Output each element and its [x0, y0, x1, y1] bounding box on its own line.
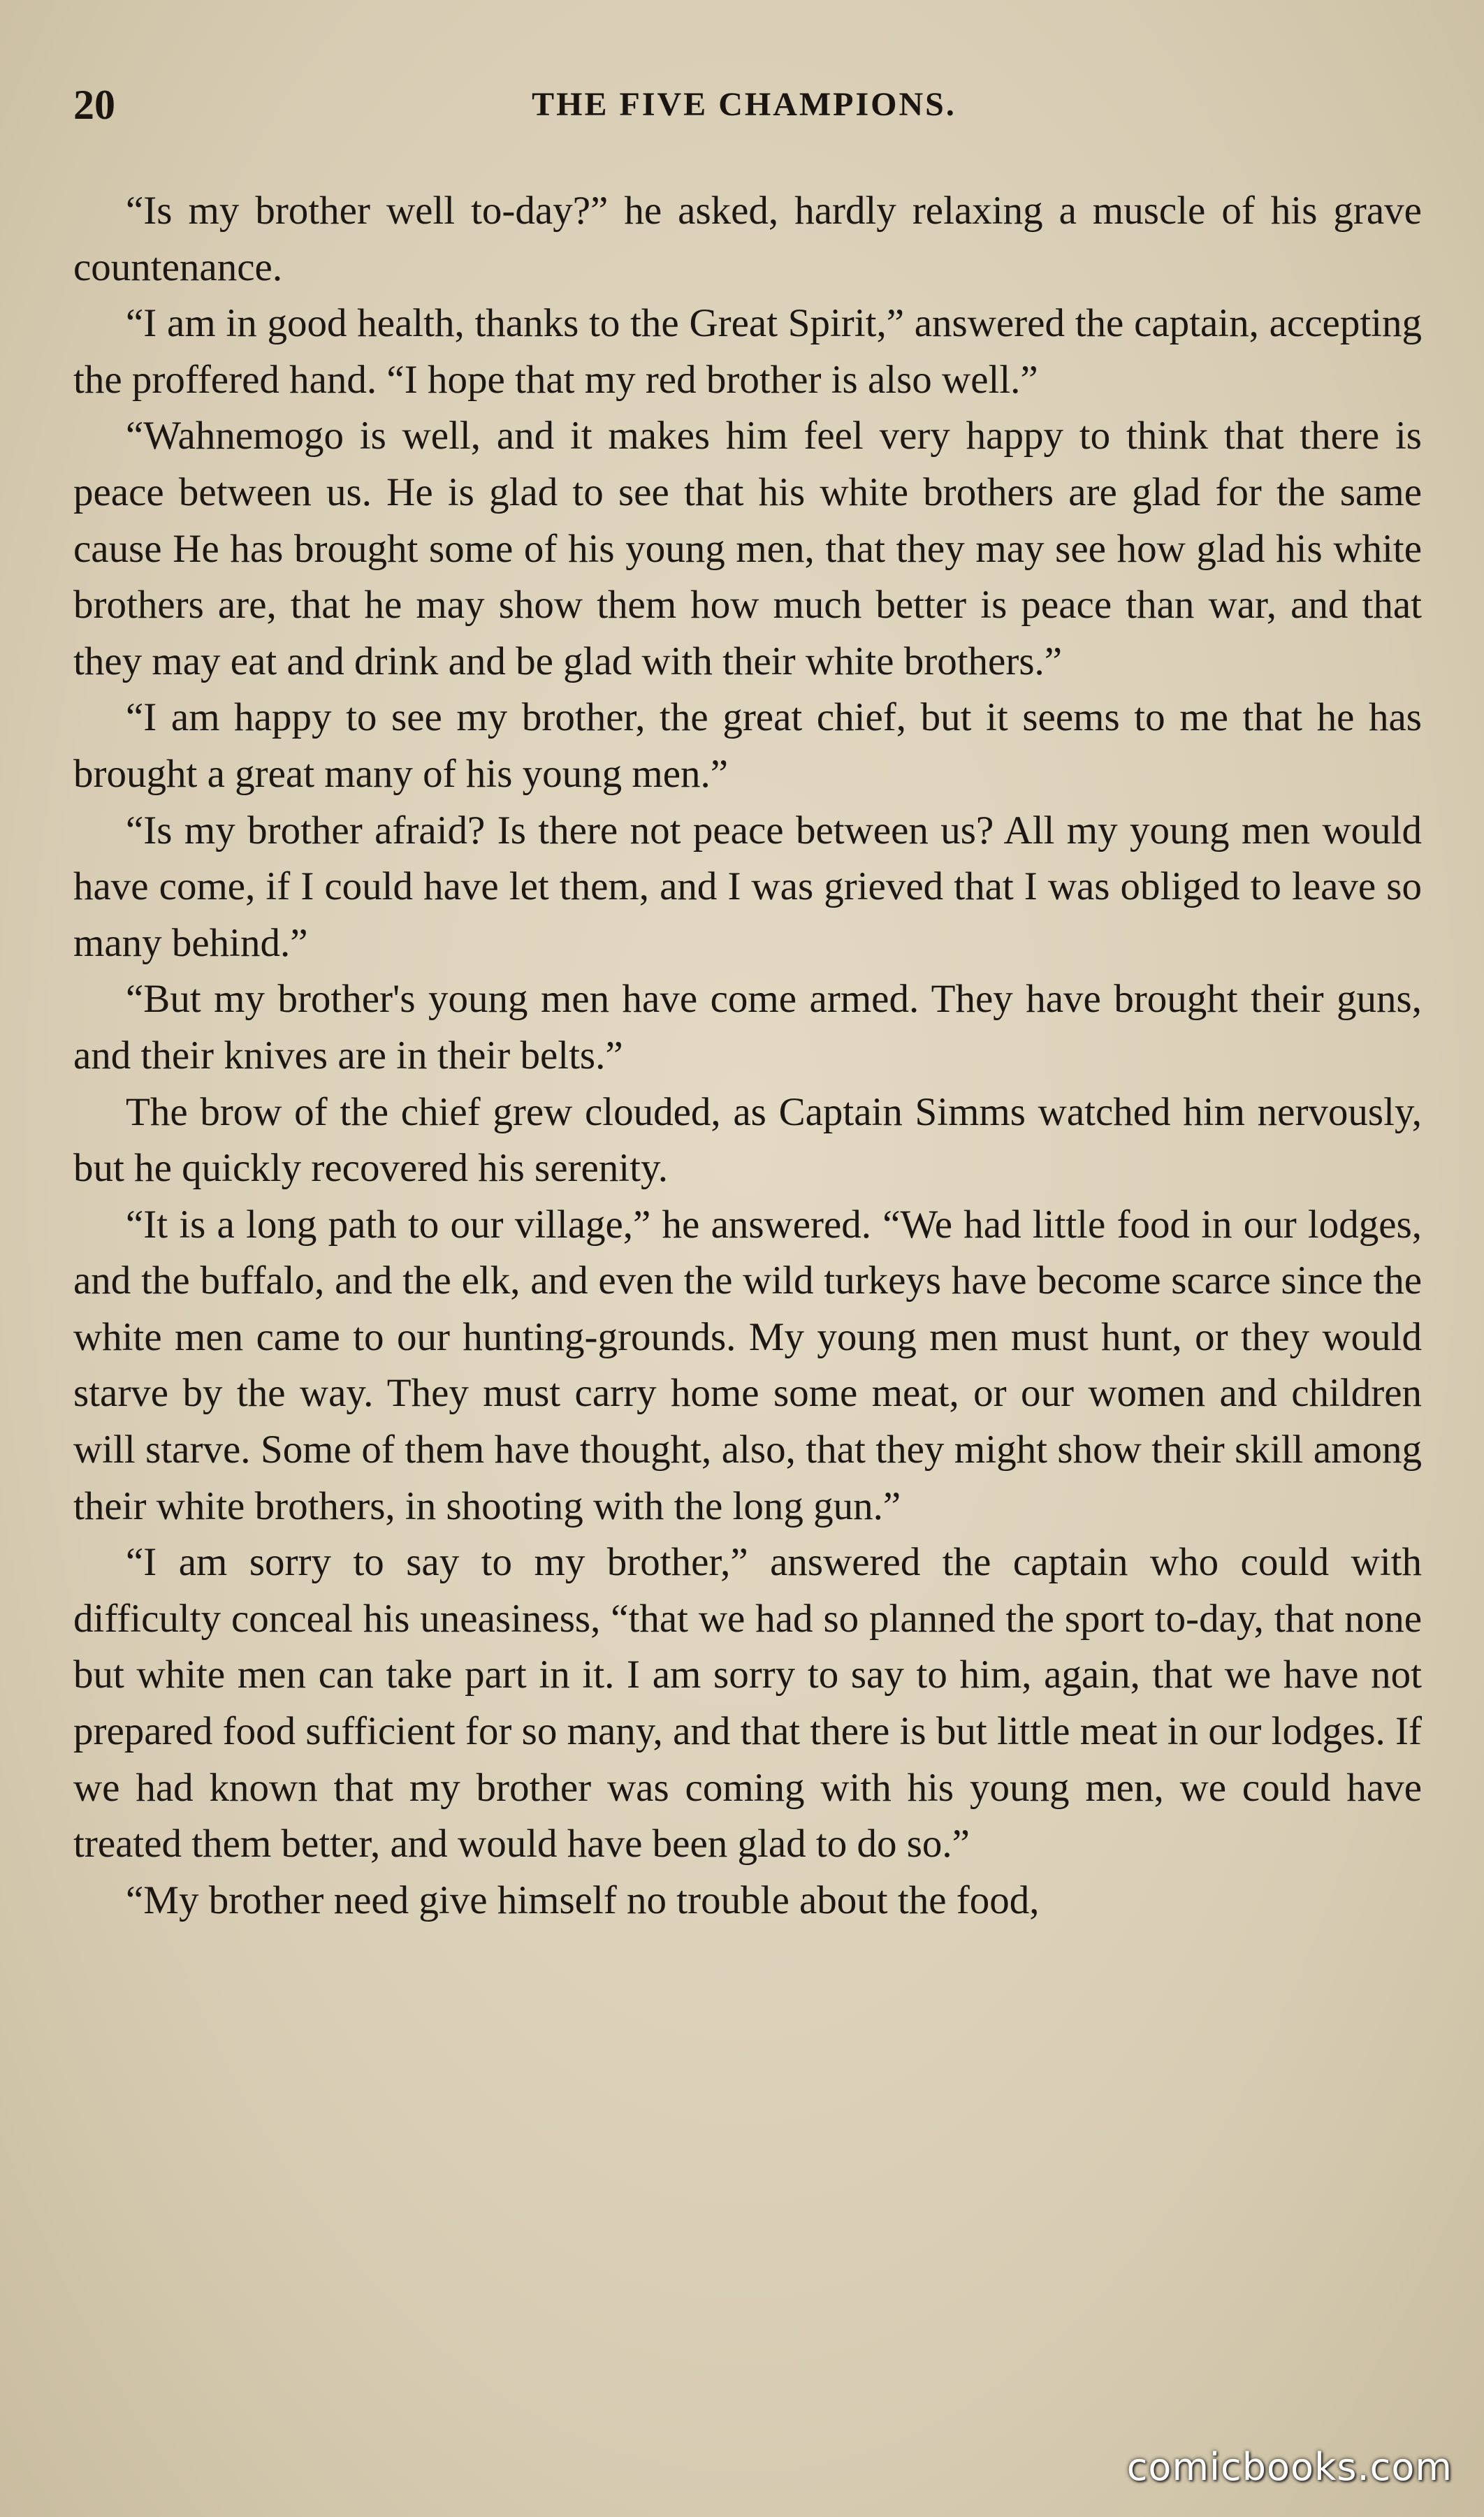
paragraph: “I am in good health, thanks to the Great Spirit,” answered the captain, accepting the proffered hand. “I hope that my red brother is also well.”: [73, 301, 1422, 402]
paragraph: “Is my brother afraid? Is there not peace between us? All my young men would have come, if I could have let them, and I was grieved that I was obliged to leave so many behind.”: [73, 808, 1422, 965]
page-number: 20: [73, 82, 115, 128]
body-text: [73, 183, 1422, 1929]
paragraph: “Wahnemogo is well, and it makes him feel very happy to think that there is peace between us. He is glad to see that his white brothers are glad for the same cause He has brought some of his young men, that they may see how glad his white brothers are, that he may show them how much better is peace than war, and that they may eat and drink and be glad with their white brothers.”: [73, 414, 1422, 683]
paragraph: “I am happy to see my brother, the great chief, but it seems to me that he has brought a great many of his young men.”: [73, 695, 1422, 796]
running-head: THE FIVE CHAMPIONS.: [532, 86, 956, 123]
paragraph: “It is a long path to our village,” he answered. “We had little food in our lodges, and the buffalo, and the elk, and even the wild turkeys have become scarce since the white men came to our hunting-grounds. My young men must hunt, or they would starve by the way. They must carry home some meat, or our women and children will starve. Some of them have thought, also, that they might show their skill among their white brothers, in shooting with the long gun.”: [73, 1202, 1422, 1528]
paragraph: “Is my brother well to-day?” he asked, hardly relaxing a muscle of his grave countenance.: [73, 189, 1422, 289]
paragraph: The brow of the chief grew clouded, as Captain Simms watched him nervously, but he quickly recovered his serenity.: [73, 1089, 1422, 1191]
page-header: [73, 77, 1415, 133]
watermark: comicbooks.com: [1126, 2445, 1453, 2489]
paragraph: “But my brother's young men have come armed. They have brought their guns, and their knives are in their belts.”: [73, 977, 1422, 1078]
paragraph: “My brother need give himself no trouble about the food,: [126, 1878, 1040, 1922]
paragraph: “I am sorry to say to my brother,” answered the captain who could with difficulty conceal his uneasiness, “that we had so planned the sport to-day, that none but white men can take part in it. I am sorry to say to him, again, that we have not prepared food sufficient for so many, and that there is but little meat in our lodges. If we had known that my brother was coming with his young men, we could have treated them better, and would have been glad to do so.”: [73, 1540, 1422, 1866]
